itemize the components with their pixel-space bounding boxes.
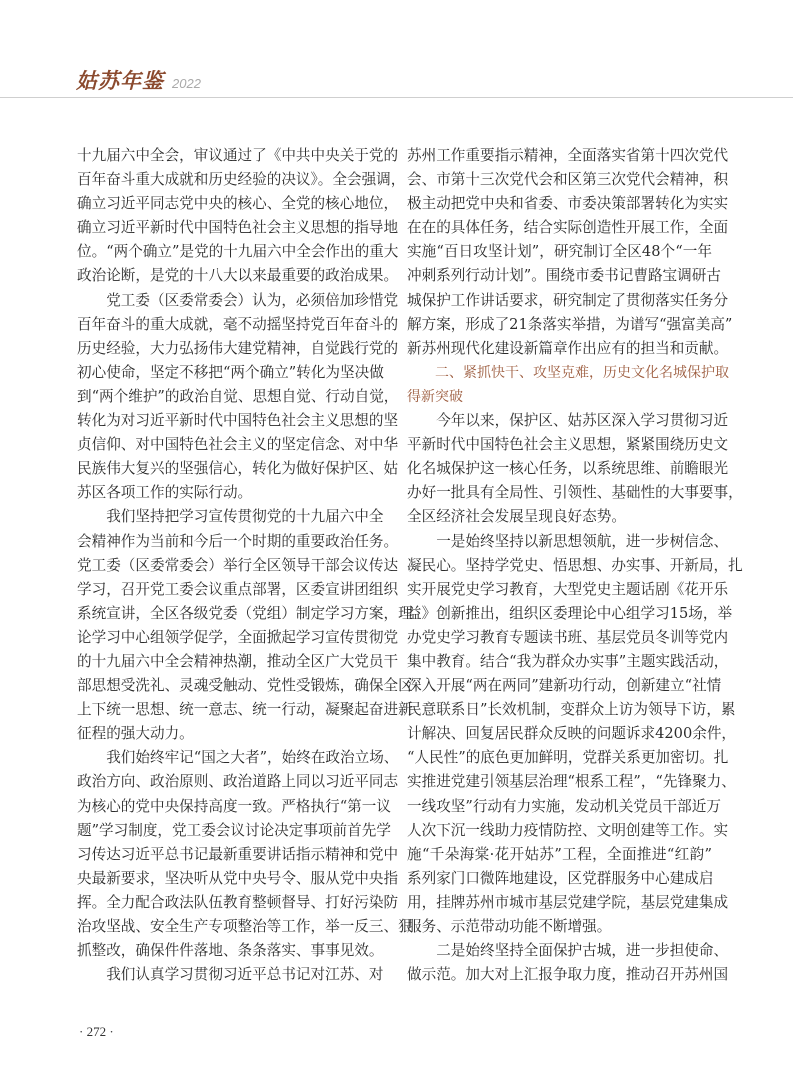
- text-line: 做示范。加大对上汇报争取力度，推动召开苏州国: [407, 966, 729, 984]
- text-line: 确立习近平新时代中国特色社会主义思想的指导地: [77, 219, 399, 237]
- text-line: 城保护工作讲话要求，研究制定了贯彻落实任务分: [407, 291, 729, 309]
- paragraph: [77, 144, 406, 289]
- text-line: 我们坚持把学习宣传贯彻党的十九届六中全: [106, 508, 384, 526]
- text-line: 冲刺系列行动计划”。围绕市委书记曹路宝调研古: [407, 267, 721, 285]
- text-line: 民意联系日”长效机制，变群众上访为领导下访，累: [407, 701, 736, 719]
- text-line: 集中教育。结合“我为群众办实事”主题实践活动，: [407, 652, 729, 670]
- text-line: 上下统一思想、统一意志、统一行动，凝聚起奋进新: [77, 701, 413, 719]
- text-line: 新苏州现代化建设新篇章作出应有的担当和贡献。: [407, 339, 729, 357]
- text-line: 系列家门口微阵地建设，区党群服务中心建成启: [407, 869, 714, 887]
- text-line: 部思想受洗礼、灵魂受触动、党性受锻炼，确保全区: [77, 677, 413, 695]
- right-column: [407, 144, 743, 987]
- text-line: 转化为对习近平新时代中国特色社会主义思想的坚: [77, 412, 399, 430]
- text-line: 得新突破: [407, 388, 463, 405]
- text-line: 实推进党建引领基层治理“根系工程”，“先锋聚力、: [407, 773, 736, 791]
- text-line: 计解决、回复居民群众反映的问题诉求4200余件，: [407, 725, 737, 743]
- text-line: 题”学习制度，党工委会议讨论决定事项前首先学: [77, 821, 391, 839]
- text-line: 挥。全力配合政法队伍教育整顿督导、打好污染防: [77, 893, 399, 911]
- text-line: “人民性”的底色更加鲜明，党群关系更加密切。扎: [407, 749, 729, 767]
- text-line: 我们认真学习贯彻习近平总书记对江苏、对: [106, 966, 384, 984]
- yearbook-logo: 姑苏年鉴: [76, 68, 164, 93]
- paragraph: [77, 289, 399, 506]
- text-line: 会、市第十三次党代会和区第三次党代会精神，积: [407, 171, 729, 189]
- text-line: 施“千朵海棠·花开姑苏”工程，全面推进“红韵”: [407, 845, 712, 863]
- text-line: 益》创新推出，组织区委理论中心组学习15场，举: [407, 604, 733, 622]
- running-header: [76, 68, 201, 94]
- text-line: 一是始终坚持以新思想领航，进一步树信念、: [436, 532, 729, 550]
- text-line: 实施“百日攻坚计划”，研究制订全区48个“一年: [407, 243, 712, 261]
- text-line: 二是始终坚持全面保护古城，进一步担使命、: [436, 942, 729, 960]
- text-line: 深入开展“两在两同”建新功行动，创新建立“社情: [407, 677, 722, 695]
- text-line: 我们始终牢记“国之大者”，始终在政治立场、: [106, 749, 399, 767]
- paragraph: [77, 505, 413, 746]
- paragraph: [407, 144, 733, 361]
- text-line: 论学习中心组领学促学，全面掀起学习宣传贯彻党: [77, 628, 399, 646]
- text-line: 实开展党史学习教育，大型党史主题话剧《花开乐: [407, 580, 729, 598]
- section-heading: [407, 361, 729, 409]
- text-line: 到“两个维护”的政治自觉、思想自觉、行动自觉，: [77, 387, 399, 405]
- text-line: 极主动把党中央和省委、市委决策部署转化为实实: [407, 195, 729, 213]
- text-line: 的十九届六中全会精神热潮，推动全区广大党员干: [77, 652, 399, 670]
- text-line: 用，挂牌苏州市城市基层党建学院，基层党建集成: [407, 893, 729, 911]
- text-line: 历史经验，大力弘扬伟大建党精神，自觉践行党的: [77, 339, 399, 357]
- text-line: 今年以来，保护区、姑苏区深入学习贯彻习近: [436, 412, 729, 430]
- text-line: 二、紧抓快干、攻坚克难，历史文化名城保护取: [435, 364, 729, 381]
- text-line: 征程的强大动力。: [77, 725, 194, 743]
- paragraph: [407, 939, 729, 987]
- text-line: 学习，召开党工委会议重点部署，区委宣讲团组织: [77, 580, 399, 598]
- text-line: 抓整改，确保件件落地、条条落实、事事见效。: [77, 942, 384, 960]
- paragraph: [407, 409, 743, 529]
- text-line: 十九届六中全会，审议通过了《中共中央关于党的: [77, 147, 399, 164]
- text-line: 治攻坚战、安全生产专项整治等工作，举一反三、狠: [77, 918, 413, 935]
- text-line: 党工委（区委常委会）举行全区领导干部会议传达: [77, 556, 399, 574]
- text-line: 凝民心。坚持学党史、悟思想、办实事、开新局，扎: [407, 556, 743, 574]
- text-line: 百年奋斗的重大成就，毫不动摇坚持党百年奋斗的: [77, 315, 399, 333]
- text-line: 为核心的党中央保持高度一致。严格执行“第一议: [77, 797, 391, 815]
- text-line: 化名城保护这一核心任务，以系统思维、前瞻眼光: [407, 460, 729, 478]
- text-line: 位。“两个确立”是党的十九届六中全会作出的重大: [77, 243, 399, 261]
- text-line: 解方案，形成了21条落实举措，为谱写“强富美高”: [407, 315, 733, 333]
- text-line: 苏州工作重要指示精神，全面落实省第十四次党代: [407, 147, 729, 164]
- text-line: 办党史学习教育专题读书班、基层党员冬训等党内: [407, 628, 729, 646]
- text-line: 在在的具体任务，结合实际创造性开展工作，全面: [407, 219, 729, 237]
- text-line: 习传达习近平总书记最新重要讲话指示精神和党中: [77, 845, 399, 863]
- text-line: 人次下沉一线助力疫情防控、文明创建等工作。实: [407, 821, 729, 839]
- text-line: 系统宣讲，全区各级党委（党组）制定学习方案，理: [77, 604, 413, 622]
- text-line: 百年奋斗重大成就和历史经验的决议》。全会强调，: [77, 171, 406, 189]
- text-line: 服务、示范带动功能不断增强。: [407, 918, 612, 935]
- text-line: 央最新要求，坚决听从党中央号令、服从党中央指: [77, 869, 399, 887]
- text-line: 办好一批具有全局性、引领性、基础性的大事要事，: [407, 484, 743, 502]
- paragraph: [407, 530, 743, 940]
- text-line: 苏区各项工作的实际行动。: [77, 484, 253, 502]
- text-line: 确立习近平同志党中央的核心、全党的核心地位，: [77, 195, 399, 213]
- page-number: · 272 ·: [79, 1024, 114, 1039]
- text-line: 初心使命，坚定不移把“两个确立”转化为坚决做: [77, 363, 384, 381]
- paragraph: [77, 746, 413, 963]
- header-divider: [0, 97, 793, 98]
- text-line: 党工委（区委常委会）认为，必须倍加珍惜党: [106, 291, 399, 309]
- text-line: 民族伟大复兴的坚强信心，转化为做好保护区、姑: [77, 460, 399, 478]
- header-year: 2022: [172, 76, 201, 91]
- text-line: 一线攻坚”行动有力实施，发动机关党员干部近万: [407, 797, 721, 815]
- paragraph: [77, 963, 384, 987]
- left-column: [77, 144, 413, 987]
- text-line: 会精神作为当前和今后一个时期的重要政治任务。: [77, 532, 399, 550]
- text-line: 贞信仰、对中国特色社会主义的坚定信念、对中华: [77, 436, 399, 454]
- text-line: 全区经济社会发展呈现良好态势。: [407, 508, 626, 526]
- text-line: 政治论断，是党的十八大以来最重要的政治成果。: [77, 267, 399, 285]
- text-line: 平新时代中国特色社会主义思想，紧紧围绕历史文: [407, 436, 729, 454]
- text-line: 政治方向、政治原则、政治道路上同以习近平同志: [77, 773, 399, 791]
